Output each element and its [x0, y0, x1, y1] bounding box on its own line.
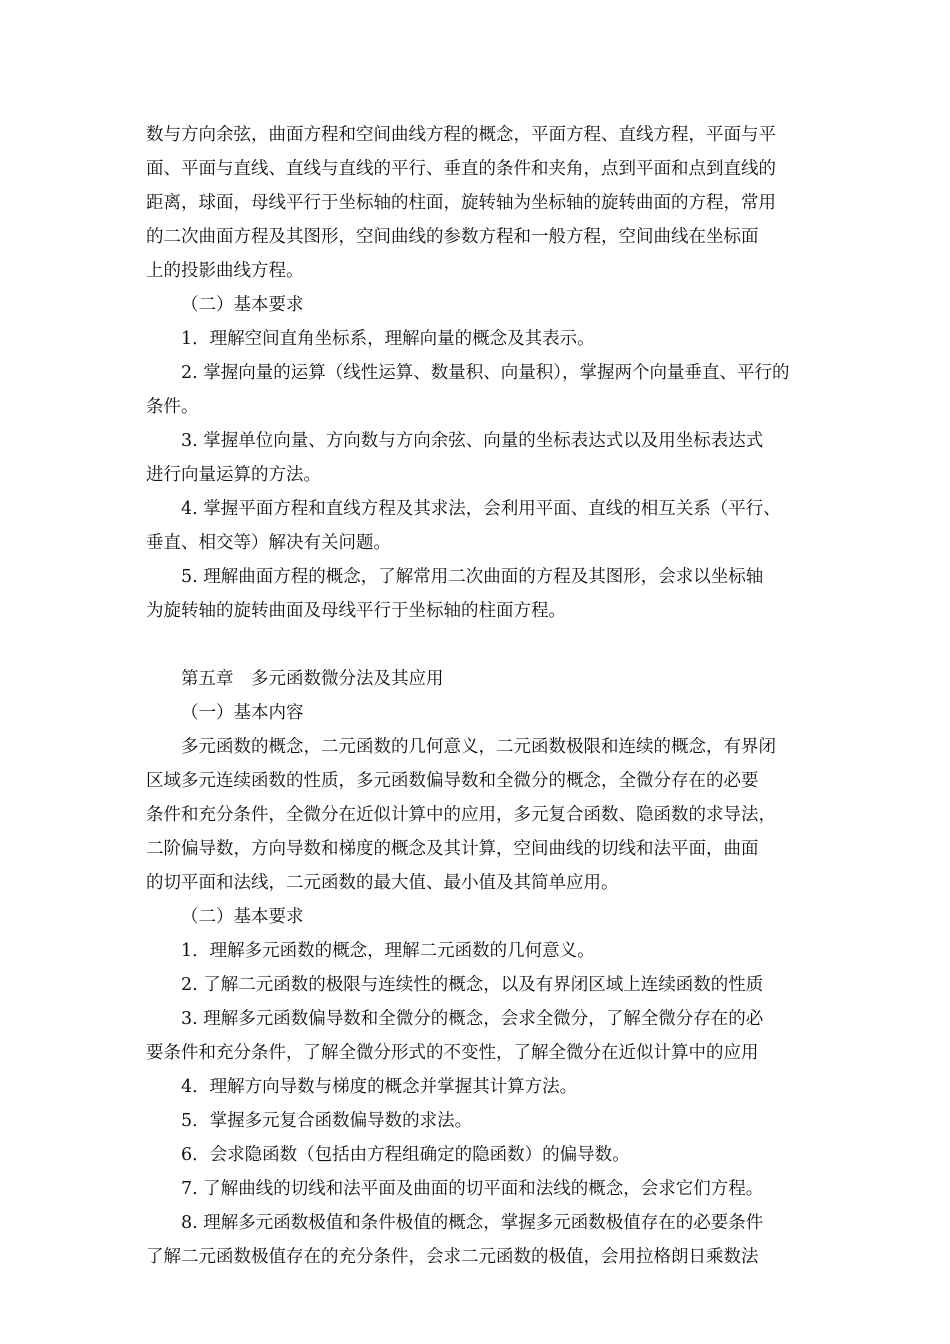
text-line: 距离，球面，母线平行于坐标轴的柱面，旋转轴为坐标轴的旋转曲面的方程，常用	[146, 193, 776, 213]
requirement-line: 8. 理解多元函数极值和条件极值的概念，掌握多元函数极值存在的必要条件	[181, 1213, 764, 1233]
requirement-line: 4. 掌握平面方程和直线方程及其求法，会利用平面、直线的相互关系（平行、	[181, 499, 781, 519]
requirement-line: 进行向量运算的方法。	[146, 465, 321, 485]
requirement-line: 5. 理解曲面方程的概念，了解常用二次曲面的方程及其图形，会求以坐标轴	[181, 567, 764, 587]
requirement-line: 条件。	[146, 397, 199, 417]
requirement-line: 3. 理解多元函数偏导数和全微分的概念，会求全微分，了解全微分存在的必	[181, 1009, 764, 1029]
requirement-line: 4．理解方向导数与梯度的概念并掌握其计算方法。	[181, 1077, 578, 1097]
requirement-line: 3. 掌握单位向量、方向数与方向余弦、向量的坐标表达式以及用坐标表达式	[181, 431, 764, 451]
section-a-requirements	[146, 322, 812, 628]
chapter5-requirements	[146, 934, 812, 1274]
requirement-line: 垂直、相交等）解决有关问题。	[146, 533, 391, 553]
text-line: 上的投影曲线方程。	[146, 261, 304, 281]
text-line: 多元函数的概念，二元函数的几何意义，二元函数极限和连续的概念，有界闭	[181, 737, 776, 757]
requirement-line: 为旋转轴的旋转曲面及母线平行于坐标轴的柱面方程。	[146, 601, 566, 621]
requirement-line: 6．会求隐函数（包括由方程组确定的隐函数）的偏导数。	[181, 1145, 630, 1165]
text-line: 的二次曲面方程及其图形，空间曲线的参数方程和一般方程，空间曲线在坐标面	[146, 227, 759, 247]
requirement-line: 要条件和充分条件，了解全微分形式的不变性，了解全微分在近似计算中的应用	[146, 1043, 759, 1063]
requirement-line: 7. 了解曲线的切线和法平面及曲面的切平面和法线的概念，会求它们方程。	[181, 1179, 764, 1199]
section-a-content	[146, 118, 812, 288]
text-line: 条件和充分条件，全微分在近似计算中的应用，多元复合函数、隐函数的求导法，	[146, 805, 776, 825]
text-line: 二阶偏导数，方向导数和梯度的概念及其计算，空间曲线的切线和法平面，曲面	[146, 839, 759, 859]
text-line: 区域多元连续函数的性质，多元函数偏导数和全微分的概念，全微分存在的必要	[146, 771, 759, 791]
section-heading: （二）基本要求	[181, 295, 304, 315]
chapter5-content	[146, 730, 812, 900]
text-line: 的切平面和法线，二元函数的最大值、最小值及其简单应用。	[146, 873, 619, 893]
requirement-line: 5．掌握多元复合函数偏导数的求法。	[181, 1111, 473, 1131]
requirement-line: 2. 了解二元函数的极限与连续性的概念，以及有界闭区域上连续函数的性质	[181, 975, 764, 995]
requirement-line: 1．理解空间直角坐标系，理解向量的概念及其表示。	[181, 329, 595, 349]
section-heading: （二）基本要求	[181, 907, 304, 927]
requirement-line: 2. 掌握向量的运算（线性运算、数量积、向量积），掌握两个向量垂直、平行的	[181, 363, 790, 383]
section-heading: （一）基本内容	[181, 703, 304, 723]
chapter-title: 第五章 多元函数微分法及其应用	[181, 669, 444, 689]
blank-line	[146, 628, 812, 662]
text-line: 面、平面与直线、直线与直线的平行、垂直的条件和夹角，点到平面和点到直线的	[146, 159, 776, 179]
text-line: 数与方向余弦，曲面方程和空间曲线方程的概念，平面方程、直线方程，平面与平	[146, 125, 776, 145]
requirement-line: 1．理解多元函数的概念，理解二元函数的几何意义。	[181, 941, 595, 961]
requirement-line: 了解二元函数极值存在的充分条件，会求二元函数的极值，会用拉格朗日乘数法	[146, 1247, 759, 1267]
document-page	[146, 118, 812, 1274]
